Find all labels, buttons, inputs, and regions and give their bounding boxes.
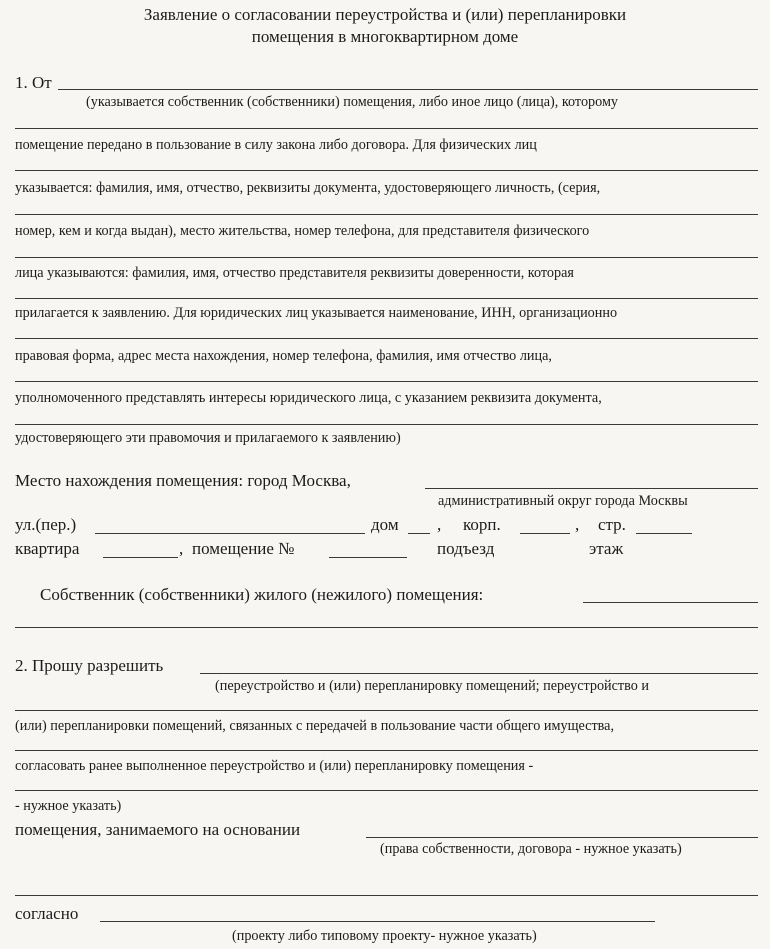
section-2-label: 2. Прошу разрешить	[15, 656, 164, 675]
comma: ,	[575, 515, 580, 534]
section-1-hint-2: помещение передано в пользование в силу закона либо договора. Для физических лиц	[15, 137, 537, 153]
city-line[interactable]	[425, 488, 758, 489]
apartment-line[interactable]	[103, 557, 178, 558]
according-hint: (проекту либо типовому проекту- нужное указать)	[232, 928, 537, 944]
section-1-hint-9: удостоверяющего эти правомочия и прилагаемого к заявлению)	[15, 430, 401, 446]
house-line[interactable]	[408, 533, 430, 534]
premise-number-line[interactable]	[329, 557, 407, 558]
section-1-hint-4: номер, кем и когда выдан), место жительства, номер телефона, для представителя физического	[15, 223, 590, 239]
section-1-hint-7: правовая форма, адрес места нахождения, номер телефона, фамилия, имя отчество лица,	[15, 348, 552, 364]
according-label: согласно	[15, 904, 79, 923]
blank-line[interactable]	[15, 338, 758, 339]
house-label: дом	[371, 515, 399, 534]
blank-line[interactable]	[15, 298, 758, 299]
premise-number-label: помещение №	[192, 539, 295, 558]
street-line[interactable]	[95, 533, 365, 534]
according-line[interactable]	[100, 921, 655, 922]
request-line[interactable]	[200, 673, 758, 674]
apartment-label: квартира	[15, 539, 80, 558]
korp-label: корп.	[463, 515, 501, 534]
blank-line[interactable]	[15, 424, 758, 425]
blank-line[interactable]	[15, 895, 758, 896]
section-1-hint-1: (указывается собственник (собственники) помещения, либо иное лицо (лица), которому	[86, 94, 619, 110]
section-1-hint-3: указывается: фамилия, имя, отчество, реквизиты документа, удостоверяющего личность, (серия,	[15, 180, 601, 196]
owner-line[interactable]	[583, 602, 758, 603]
street-label: ул.(пер.)	[15, 515, 77, 534]
blank-line[interactable]	[15, 381, 758, 382]
blank-line[interactable]	[15, 710, 758, 711]
blank-line[interactable]	[15, 214, 758, 215]
str-label: стр.	[598, 515, 626, 534]
basis-line[interactable]	[366, 837, 758, 838]
form-title-line-1: Заявление о согласовании переустройства и (или) перепланировки	[143, 5, 627, 24]
section-2-hint-1: (переустройство и (или) перепланировку помещений; переустройство и	[215, 678, 649, 694]
section-1-label: 1. От	[15, 73, 52, 92]
section-1-hint-5: лица указываются: фамилия, имя, отчество представителя реквизиты доверенности, которая	[15, 265, 574, 281]
section-2-hint-3: согласовать ранее выполненное переустройство и (или) перепланировку помещения -	[15, 758, 534, 774]
str-line[interactable]	[636, 533, 692, 534]
entrance-label: подъезд	[437, 539, 495, 558]
blank-line[interactable]	[15, 750, 758, 751]
comma: ,	[179, 539, 184, 558]
floor-label: этаж	[589, 539, 624, 558]
blank-line[interactable]	[15, 627, 758, 628]
blank-line[interactable]	[15, 257, 758, 258]
location-label: Место нахождения помещения: город Москва,	[15, 471, 351, 490]
form-title-line-2: помещения в многоквартирном доме	[251, 27, 519, 46]
okrug-hint: административный округ города Москвы	[438, 493, 688, 509]
section-2-hint-2: (или) перепланировки помещений, связанных с передачей в пользование части общего имущества,	[15, 718, 614, 734]
applicant-line[interactable]	[58, 89, 758, 90]
owner-label: Собственник (собственники) жилого (нежилого) помещения:	[40, 585, 484, 604]
blank-line[interactable]	[15, 170, 758, 171]
blank-line[interactable]	[15, 790, 758, 791]
section-2-hint-4: - нужное указать)	[15, 798, 122, 814]
basis-label: помещения, занимаемого на основании	[15, 820, 301, 839]
section-1-hint-8: уполномоченного представлять интересы юридического лица, с указанием реквизита документа,	[15, 390, 602, 406]
comma: ,	[437, 515, 442, 534]
basis-hint: (права собственности, договора - нужное указать)	[380, 841, 682, 857]
section-1-hint-6: прилагается к заявлению. Для юридических лиц указывается наименование, ИНН, организационно	[15, 305, 618, 321]
korp-line[interactable]	[520, 533, 570, 534]
blank-line[interactable]	[15, 128, 758, 129]
